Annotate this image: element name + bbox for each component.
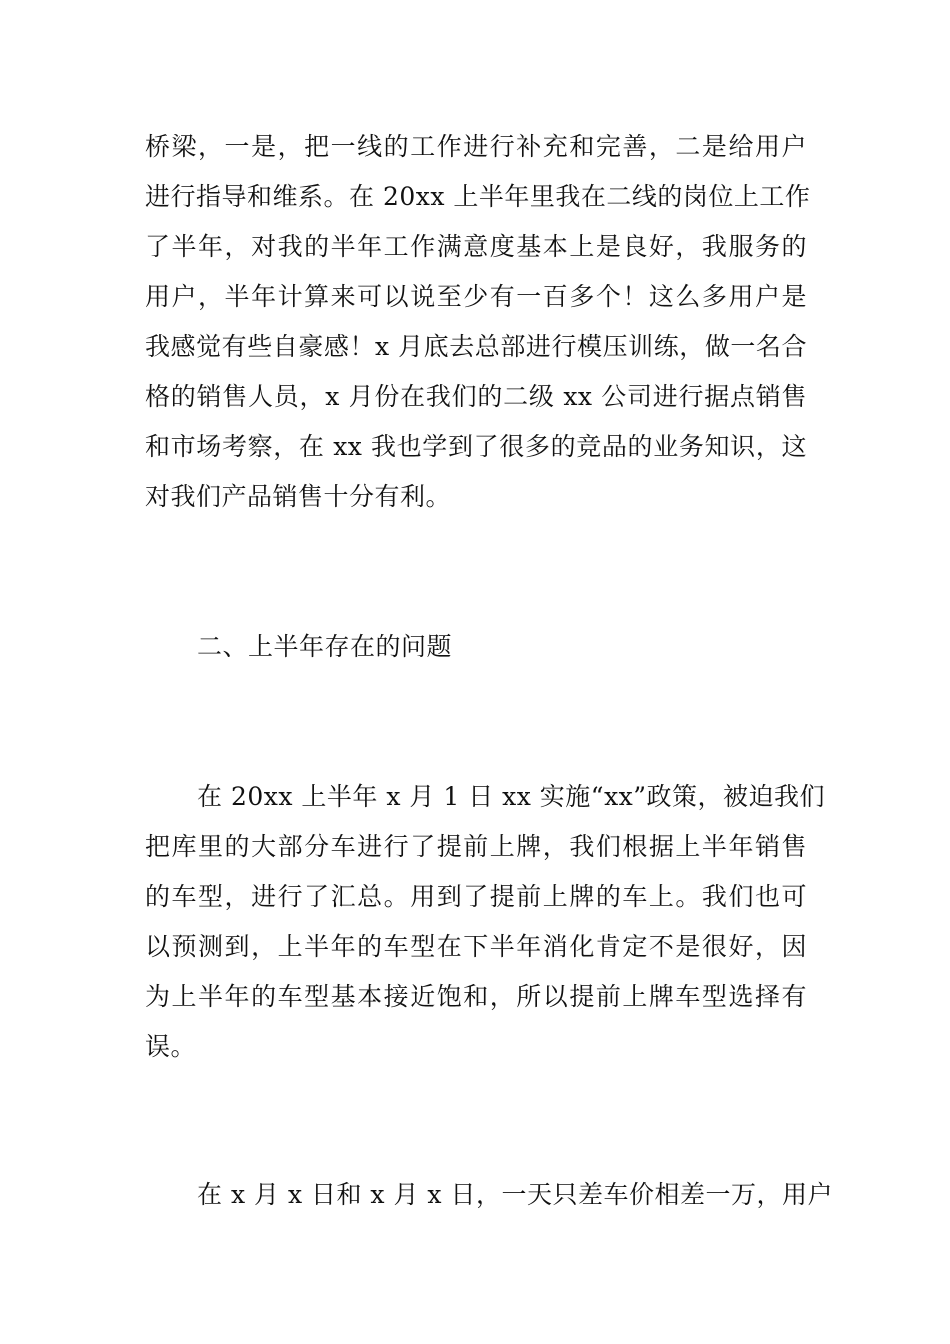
text-line: 对我们产品销售十分有利。 bbox=[145, 482, 452, 511]
text-line: 了半年，对我的半年工作满意度基本上是良好，我服务的 bbox=[145, 232, 807, 261]
text-line: 在 x 月 x 日和 x 月 x 日，一天只差车价相差一万，用户 bbox=[197, 1180, 833, 1209]
text-line: 以预测到，上半年的车型在下半年消化肯定不是很好，因 bbox=[145, 932, 807, 961]
text-line: 和市场考察，在 xx 我也学到了很多的竞品的业务知识，这 bbox=[145, 432, 807, 461]
section-heading-text: 二、上半年存在的问题 bbox=[197, 632, 453, 661]
text-line: 进行指导和维系。在 20xx 上半年里我在二线的岗位上工作 bbox=[145, 182, 811, 211]
text-line: 我感觉有些自豪感！x 月底去总部进行模压训练，做一名合 bbox=[145, 332, 807, 361]
paragraph-price-difference bbox=[145, 1170, 833, 1220]
paragraph-work-summary bbox=[145, 122, 811, 522]
text-line: 把库里的大部分车进行了提前上牌，我们根据上半年销售 bbox=[145, 832, 807, 861]
text-line: 在 20xx 上半年 x 月 1 日 xx 实施“xx”政策，被迫我们 bbox=[197, 782, 826, 811]
text-line: 的车型，进行了汇总。用到了提前上牌的车上。我们也可 bbox=[145, 882, 807, 911]
text-line: 用户，半年计算来可以说至少有一百多个！这么多用户是 bbox=[145, 282, 807, 311]
text-line: 桥梁，一是，把一线的工作进行补充和完善，二是给用户 bbox=[145, 132, 807, 161]
paragraph-problems bbox=[145, 772, 826, 1072]
section-heading bbox=[145, 622, 807, 672]
text-line: 误。 bbox=[145, 1032, 197, 1061]
text-line: 格的销售人员，x 月份在我们的二级 xx 公司进行据点销售 bbox=[145, 382, 807, 411]
text-line: 为上半年的车型基本接近饱和，所以提前上牌车型选择有 bbox=[145, 982, 807, 1011]
